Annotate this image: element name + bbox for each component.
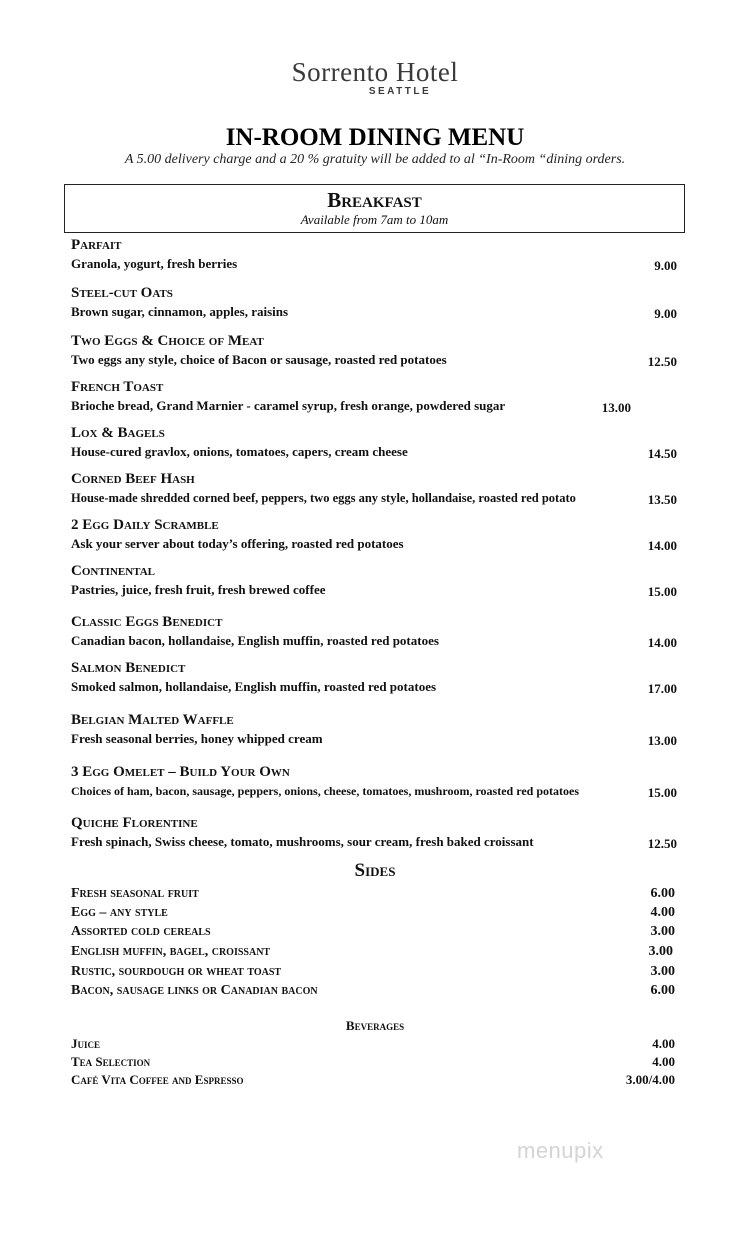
side-price: 4.00 <box>650 905 675 920</box>
menu-item <box>71 424 677 460</box>
side-item <box>71 982 675 1000</box>
side-name: Egg – any style <box>71 905 168 920</box>
item-description: Pastries, juice, fresh fruit, fresh brewed coffee <box>71 582 326 597</box>
side-item <box>71 923 675 941</box>
item-name: Belgian Malted Waffle <box>71 712 234 728</box>
item-price: 14.00 <box>647 635 677 650</box>
item-description: Brown sugar, cinnamon, apples, raisins <box>71 304 289 319</box>
item-price: 13.00 <box>601 400 631 415</box>
item-name: Quiche Florentine <box>71 815 198 831</box>
menu-item <box>71 711 677 747</box>
menu-item <box>71 470 677 506</box>
item-description: Smoked salmon, hollandaise, English muffin, roasted red potatoes <box>71 679 437 694</box>
item-name: French Toast <box>71 379 164 395</box>
side-name: Fresh seasonal fruit <box>71 886 199 901</box>
side-price: 3.00 <box>650 924 675 939</box>
beverage-name: Juice <box>71 1036 101 1051</box>
item-description: Canadian bacon, hollandaise, English muffin, roasted red potatoes <box>71 633 439 648</box>
hotel-city: SEATTLE <box>368 86 432 97</box>
beverage-price: 3.00/4.00 <box>625 1072 675 1087</box>
side-price: 6.00 <box>650 886 675 901</box>
breakfast-hours: Available from 7am to 10am <box>300 212 449 227</box>
side-price: 3.00 <box>648 944 673 959</box>
item-description: Choices of ham, bacon, sausage, peppers, onions, cheese, tomatoes, mushroom, roasted red potatoes <box>71 784 579 798</box>
side-item <box>71 943 675 961</box>
sides-heading: Sides <box>354 860 396 881</box>
side-name: Bacon, sausage links or Canadian bacon <box>71 983 318 998</box>
item-name: Classic Eggs Benedict <box>71 614 223 630</box>
item-price: 15.00 <box>647 785 677 800</box>
beverage-name: Café Vita Coffee and Espresso <box>71 1072 244 1087</box>
item-name: Corned Beef Hash <box>71 471 195 487</box>
item-price: 12.50 <box>647 354 677 369</box>
item-price: 15.00 <box>647 584 677 599</box>
item-price: 13.00 <box>647 733 677 748</box>
beverages-heading: Beverages <box>345 1018 405 1033</box>
beverage-name: Tea Selection <box>71 1054 151 1069</box>
item-name: Continental <box>71 563 155 579</box>
item-name: Two Eggs & Choice of Meat <box>71 333 264 349</box>
watermark: menupix <box>517 1138 604 1163</box>
beverage-item <box>71 1072 675 1088</box>
hotel-name: Sorrento Hotel <box>291 57 459 87</box>
menu-item <box>71 236 677 272</box>
item-description: Granola, yogurt, fresh berries <box>71 256 238 271</box>
breakfast-heading: Breakfast <box>327 188 422 212</box>
menu-item <box>71 659 677 695</box>
menu-item <box>71 562 677 598</box>
item-description: House-made shredded corned beef, peppers, two eggs any style, hollandaise, roasted red potato <box>71 491 576 505</box>
item-price: 12.50 <box>647 836 677 851</box>
menu-item <box>71 284 677 320</box>
item-description: Brioche bread, Grand Marnier - caramel syrup, fresh orange, powdered sugar <box>71 398 506 413</box>
item-price: 17.00 <box>647 681 677 696</box>
menu-item <box>71 763 677 799</box>
beverage-item <box>71 1036 675 1052</box>
beverage-price: 4.00 <box>652 1036 675 1051</box>
menu-title: IN-ROOM DINING MENU <box>225 124 525 151</box>
side-item <box>71 885 675 903</box>
item-price: 9.00 <box>654 258 677 273</box>
side-name: Rustic, sourdough or wheat toast <box>71 964 282 979</box>
item-name: 3 Egg Omelet – Build Your Own <box>71 764 290 780</box>
item-description: Fresh seasonal berries, honey whipped cream <box>71 731 323 746</box>
hotel-logo <box>0 58 750 98</box>
menu-subtitle: A 5.00 delivery charge and a 20 % gratuity will be added to al “In-Room “dining orders. <box>124 152 626 167</box>
item-name: 2 Egg Daily Scramble <box>71 517 219 533</box>
item-description: House-cured gravlox, onions, tomatoes, capers, cream cheese <box>71 444 408 459</box>
menu-item <box>71 516 677 552</box>
item-description: Fresh spinach, Swiss cheese, tomato, mushrooms, sour cream, fresh baked croissant <box>71 834 534 849</box>
side-price: 3.00 <box>650 964 675 979</box>
beverage-price: 4.00 <box>652 1054 675 1069</box>
side-name: English muffin, bagel, croissant <box>71 944 271 959</box>
item-name: Lox & Bagels <box>71 425 165 441</box>
item-description: Ask your server about today’s offering, roasted red potatoes <box>71 536 404 551</box>
item-price: 13.50 <box>647 492 677 507</box>
menu-item <box>71 814 677 850</box>
menu-item <box>71 378 677 414</box>
side-name: Assorted cold cereals <box>71 924 211 939</box>
item-price: 9.00 <box>654 306 677 321</box>
item-name: Parfait <box>71 237 122 253</box>
breakfast-header-box <box>64 184 685 233</box>
side-item <box>71 963 675 981</box>
item-price: 14.50 <box>647 446 677 461</box>
beverage-item <box>71 1054 675 1070</box>
menu-item <box>71 613 677 649</box>
item-name: Salmon Benedict <box>71 660 186 676</box>
item-price: 14.00 <box>647 538 677 553</box>
item-description: Two eggs any style, choice of Bacon or sausage, roasted red potatoes <box>71 352 447 367</box>
side-item <box>71 904 675 922</box>
menu-item <box>71 332 677 368</box>
item-name: Steel-cut Oats <box>71 285 173 301</box>
side-price: 6.00 <box>650 983 675 998</box>
